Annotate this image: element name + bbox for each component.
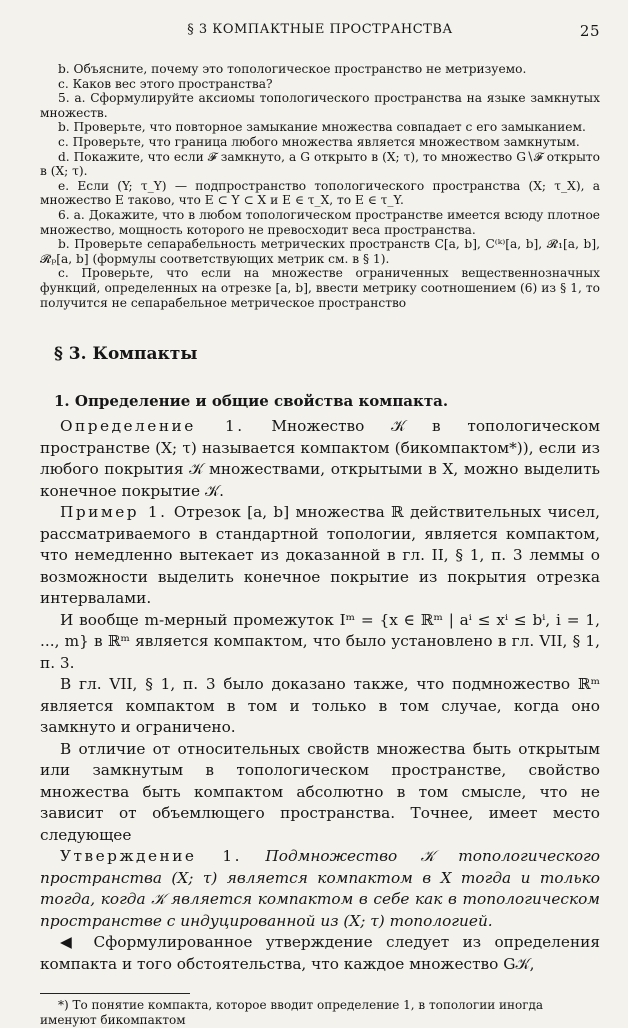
exercises-block <box>40 62 600 310</box>
page-number: 25 <box>579 22 600 40</box>
body-paragraph: В отличие от относительных свойств множества быть открытым или замкнутым в топологическом пространстве, свойство множества быть компактом абсолютно в том смысле, что не зависит от объемлющего пространства. Точнее, имеет место следующее <box>40 739 600 844</box>
definition-paragraph <box>40 416 600 502</box>
statement-label: Утверждение 1. <box>60 847 242 866</box>
section-title: § 3. Компакты <box>54 344 198 365</box>
example-text: Отрезок [a, b] множества ℝ действительных чисел, рассматриваемого в стандартной топологии, является компактом, что немедленно вытекает из доказанной в гл. II, § 1, п. 3 леммы о возможности выделить конечное покрытие из покрытия отрезка интервалами. <box>40 503 600 608</box>
proof-paragraph: ◀ Сформулированное утверждение следует из определения компакта и того обстоятельства, что каждое множество G𝒦, <box>40 933 600 973</box>
header-title: § 3 КОМПАКТНЫЕ ПРОСТРАНСТВА <box>187 22 453 37</box>
footnote-text: *) То понятие компакта, которое вводит определение 1, в топологии иногда именуют бикомпактом <box>40 998 544 1028</box>
example-label: Пример 1. <box>60 503 168 522</box>
definition-text: Множество 𝒦 в топологическом пространстве (X; τ) называется компактом (бикомпактом*)), если из любого покрытия 𝒦 множествами, открытыми в X, можно выделить конечное покрытие 𝒦. <box>40 417 600 500</box>
definition-label: Определение 1. <box>60 417 245 436</box>
statement-paragraph <box>40 846 600 932</box>
exercise-item: b. Проверьте, что повторное замыкание множества совпадает с его замыканием. <box>58 120 586 135</box>
body-paragraph: В гл. VII, § 1, п. 3 было доказано также, что подмножество ℝᵐ является компактом в том и только в том случае, когда оно замкнуто и ограничено. <box>40 675 600 737</box>
statement-text: Подмножество 𝒦 топологического пространства (X; τ) является компактом в X тогда и только тогда, когда 𝒦 является компактом в себе как в топологическом пространстве с индуцированной из (X; τ) топологией. <box>40 847 600 930</box>
subsection-title: 1. Определение и общие свойства компакта. <box>54 392 449 411</box>
exercise-item: b. Объясните, почему это топологическое пространство не метризуемо. <box>58 62 527 76</box>
page <box>40 22 600 1028</box>
exercise-item: b. Проверьте сепарабельность метрических пространств C[a, b], C⁽ᵏ⁾[a, b], 𝓡₁[a, b], 𝓡ₚ[a, b] (формулы соответствующих метрик см. в § 1). <box>40 237 600 266</box>
exercise-item: c. Проверьте, что граница любого множества является множеством замкнутым. <box>58 134 580 149</box>
exercise-item: d. Покажите, что если 𝓕 замкнуто, а G открыто в (X; τ), то множество G∖𝓕 открыто в (X; τ). <box>40 149 600 179</box>
exercise-item: 5. a. Сформулируйте аксиомы топологического пространства на языке замкнутых множеств. <box>40 91 600 120</box>
footnote-divider <box>40 993 190 994</box>
example-paragraph <box>40 502 600 610</box>
exercise-item: c. Каков вес этого пространства? <box>58 76 273 91</box>
running-header <box>40 22 600 46</box>
exercise-item: e. Если (Y; τ_Y) — подпространство топологического пространства (X; τ_X), а множество E таково, что E ⊂ Y ⊂ X и E ∈ τ_X, то E ∈ τ_Y. <box>40 178 600 208</box>
exercise-item: 6. a. Докажите, что в любом топологическом пространстве имеется всюду плотное множество, мощность которого не превосходит веса пространства. <box>40 207 600 237</box>
exercise-item: c. Проверьте, что если на множестве ограниченных вещественнозначных функций, определенных на отрезке [a, b], ввести метрику соотношением (6) из § 1, то получится не сепарабельное метрическое пространство <box>40 266 600 310</box>
footnote <box>40 998 600 1028</box>
main-text <box>40 416 600 975</box>
body-paragraph: И вообще m-мерный промежуток Iᵐ = {x ∈ ℝᵐ | aⁱ ≤ xⁱ ≤ bⁱ, i = 1, ..., m} в ℝᵐ является компактом, что было установлено в гл. VII, § 1, п. 3. <box>40 610 600 672</box>
